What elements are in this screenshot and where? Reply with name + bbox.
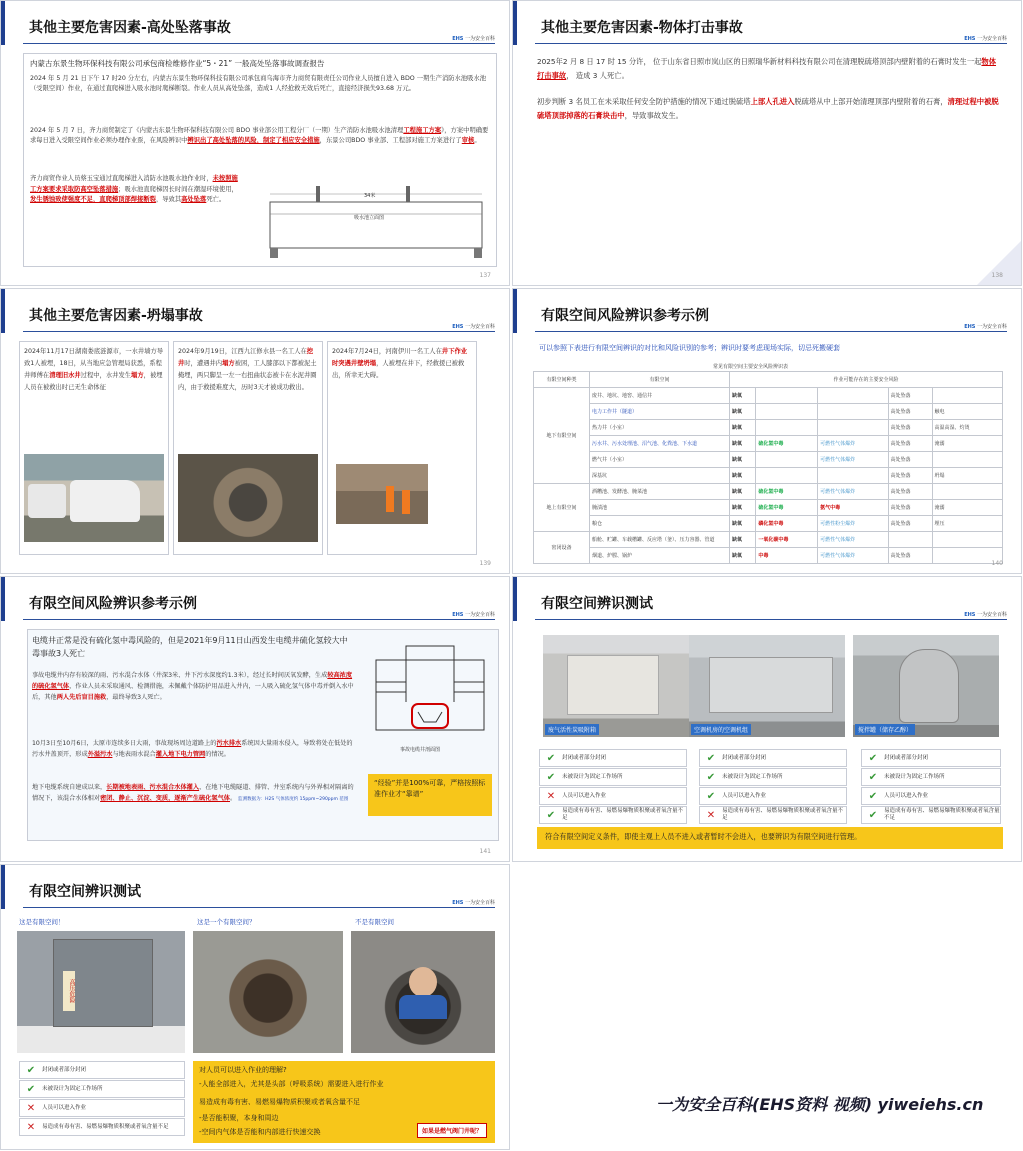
checklist-item [699,787,847,805]
explain-line: -人能全部进入，尤其是头部（呼吸系统）需要进入进行作业 [199,1080,384,1088]
cell-f: 高处坠落 [888,500,932,516]
cell-a: 缺氧 [730,468,756,484]
cell-n: 燃气井（小室） [590,452,730,468]
cell-a: 缺氧 [730,388,756,404]
page-number: 140 [991,560,1003,567]
cell-f: 高处坠落 [888,452,932,468]
checklist-text: 人员可以进入作业 [42,1104,87,1111]
table-row [534,468,1003,484]
table-row [534,404,1003,420]
slide-title: 其他主要危害因素-坍塌事故 [29,308,203,324]
cell-n: 船舱、贮罐、车载槽罐、反应塔（釜）、压力容器、管道 [590,532,730,548]
content-box [27,629,499,841]
table-row [534,516,1003,532]
title-divider [535,619,1007,620]
brand-logo: EHS 一为安全百科 [964,612,1007,618]
cell-g [932,532,1002,548]
cell-a: 缺氧 [730,420,756,436]
cell-g [932,388,1002,404]
check-icon: ✔ [868,771,878,783]
cell-f: 高处坠落 [888,388,932,404]
check-icon: ✔ [546,771,556,783]
brand-logo: EHS 一为安全百科 [452,900,495,906]
cell-d: 磷化氢中毒 [756,516,818,532]
question-1: 这是有限空间！ [19,918,65,926]
cross-icon: ✕ [546,790,556,802]
cell-d: 中毒 [756,548,818,564]
checklist-item [539,806,687,824]
slide-accent-bar [1,865,5,909]
cell-d: 一氧化碳中毒 [756,532,818,548]
case-text: 2024年11月17日湖南娄底涟源市，一水井墙方导致1人被埋，18日，从当地应急管理局获悉，系程井师傅在清理旧水井过程中，水井发生塌方，被埋人员在被救出时已无生命体征 [24,348,164,391]
cell-n: 热力井（小室） [590,420,730,436]
table-row [534,484,1003,500]
checklist-text: 易造成有毒有害、易燃易爆物质积聚或者氧含量不足 [884,808,1000,821]
cell-a: 缺氧 [730,532,756,548]
checklist-text: 封闭或者部分封闭 [884,754,929,761]
photo-air-handler [689,635,845,737]
explain-line: -空间内气体是否能和内部进行快速交换 [199,1128,321,1136]
case-text: 2024年9月19日，江西九江修水县一名工人在挖井时，遭遇井内塌方被困，工人膝部以下都被泥土掩埋，两只脚呈一左一右扭曲状态被卡在水泥井圈内，由于救援难度大，历时3天才被成功救出。 [178,348,317,391]
cell-e [818,420,888,436]
checklist-item [699,768,847,786]
brand-logo: EHS 一为安全百科 [964,324,1007,330]
col-header-type: 有限空间种类 [534,372,590,388]
photo-mixing-tank [853,635,999,737]
checklist-text: 易造成有毒有害、易燃易爆物质积聚或者氧含量不足 [722,808,844,821]
slide-accent-bar [513,577,517,621]
diagram-label: 吸水池立面图 [354,215,385,221]
cell-e [818,388,888,404]
check-icon: ✔ [26,1064,36,1076]
checklist-item [861,749,1001,767]
checklist-item [699,749,847,767]
page-number: 138 [991,272,1003,279]
checklist-text: 人员可以进入作业 [722,792,767,799]
cell-n: 腌渍池 [590,500,730,516]
table-caption: 常见有限空间主要安全风险辨识表 [713,364,789,370]
photo-switch-room-door [17,931,185,1053]
slide-title: 有限空间风险辨识参考示例 [541,308,709,324]
checklist-item [861,768,1001,786]
table-row [534,436,1003,452]
cell-n: 酒糟池、发酵池、腌菜池 [590,484,730,500]
diagram-dimension: 34米 [364,193,376,199]
checklist-text: 易造成有毒有害、易燃易爆物质积聚或者氧含量不足 [562,808,684,821]
group-cell: 地下有限空间 [534,388,590,484]
photo-valve-well [193,931,343,1053]
cell-g: 触电 [932,404,1002,420]
explain-line: 易造成有毒有害、易燃易爆物质积聚或者氧含量不足 [199,1098,360,1106]
check-icon: ✔ [546,752,556,764]
cell-a: 缺氧 [730,404,756,420]
cell-d: 硫化氢中毒 [756,436,818,452]
paragraph-1: 事故电缆井内存有较深的雨、污水混合水体（井深3米、井下污水深度约1.3米），经过长时间厌氧发酵，生成较高浓度的硫化氢气体，作业人员未采取通风、检测措施，未佩戴个体防护用品进入井内，一人吸入硫化氢气体中毒并倒入水中后，其他两人先后盲目施救，最终导致3人死亡。 [32,672,354,701]
page-number: 141 [479,848,491,855]
checklist-text: 人员可以进入作业 [884,792,929,799]
check-icon: ✔ [706,771,716,783]
cell-f: 高处坠落 [888,420,932,436]
cell-g [932,452,1002,468]
cell-d: 硫化氢中毒 [756,484,818,500]
slide-title: 其他主要危害因素-物体打击事故 [541,20,743,36]
cell-a: 缺氧 [730,516,756,532]
cell-n: 粮仓 [590,516,730,532]
report-title: 内蒙古东景生物环保科技有限公司承包商检维修作业“5・21” 一般高处坠落事故调查报告 [30,59,325,68]
case-text: 2024年7月24日，河南伊川一名工人在井下作业时突遇井壁坍塌，人被埋在井下，经救援已被救出，所幸无大碍。 [332,348,468,379]
slide-accent-bar [513,1,517,45]
slide-140 [512,288,1022,574]
cell-d [756,420,818,436]
title-divider [535,43,1007,44]
slide-title: 有限空间辨识测试 [541,596,653,612]
slide-title: 有限空间辨识测试 [29,884,141,900]
checklist-item [19,1080,185,1098]
col-header-space: 有限空间 [590,372,730,388]
cable-well-section-diagram [368,642,492,738]
photo-label: 空调机房的空调机组 [691,724,751,735]
cell-e: 可燃性气体爆炸 [818,532,888,548]
checklist-item [19,1099,185,1117]
check-icon: ✔ [868,790,878,802]
checklist-text: 封闭或者部分封闭 [562,754,607,761]
explain-heading: 对人员可以进入作业的理解? [199,1066,287,1074]
door-sign: 高压危险 [63,971,75,1011]
cell-f [888,532,932,548]
checklist-text: 未被设计为固定工作场所 [562,773,623,780]
risk-table [533,371,1003,564]
table-intro: 可以参照下表进行有限空间辨识的对比和风险识别的参考；辨识时要考虑现场实际，切忌死搬硬套 [539,344,840,352]
checklist-item [539,787,687,805]
check-icon: ✔ [868,809,878,821]
cell-d: 硫化氢中毒 [756,500,818,516]
checklist-item [19,1118,185,1136]
slide-accent-bar [1,289,5,333]
checklist-text: 人员可以进入作业 [562,792,607,799]
lead-text: 电缆井正常是没有硫化氢中毒风险的，但是2021年9月11日山西发生电缆井硫化氢较大中毒事故3人死亡 [32,636,348,658]
cell-g: 埋压 [932,516,1002,532]
cell-d [756,404,818,420]
photo-label: 搅拌罐（储存乙醇） [855,724,915,735]
cell-n: 污水井、污水处理池、沼气池、化粪池、下水道 [590,436,730,452]
cell-n: 深基坑 [590,468,730,484]
page-number: 139 [479,560,491,567]
cell-f: 高处坠落 [888,468,932,484]
cell-f: 高处坠落 [888,516,932,532]
paragraph-2: 2024 年 5 月 7 日，齐力商贸制定了《内蒙古东景生物环保科技有限公司 BDO 事业部公用工程分厂（一期）生产消防水池吸水池清理工程施工方案》，方案中明确要求每日进入受限空间作业必须办理作业票，在风险辨识中辨识出了高处坠落的风险，制定了相应安全措施，东景公司BDO 事业部、工程部对施工方案进行了审核。 [30,127,489,144]
group-cell: 地上有限空间 [534,484,590,532]
check-icon: ✔ [706,752,716,764]
slide-137 [0,0,510,286]
cell-g: 坍塌 [932,468,1002,484]
case-photo-well [178,454,318,542]
content-box [23,53,497,267]
slide-accent-bar [513,289,517,333]
slide-143 [0,864,510,1150]
table-row [534,388,1003,404]
cell-e: 可燃性粉尘爆炸 [818,516,888,532]
checklist-text: 易造成有毒有害、易燃易爆物质积聚或者氧含量不足 [42,1123,169,1130]
cell-a: 缺氧 [730,500,756,516]
check-icon: ✔ [546,809,556,821]
cell-n: 废井、地坑、地窖、通信井 [590,388,730,404]
checklist-item [861,787,1001,805]
quote-callout: “经验”并是100%可靠，严格按照标准作业才“靠谱” [368,774,492,816]
cell-a: 缺氧 [730,436,756,452]
brand-logo: EHS 一为安全百科 [452,612,495,618]
paragraph-1: 2024 年 5 月 21 日下午 17 时20 分左右，内蒙古东景生物环保科技有限公司承包商乌海市齐力商贸有限责任公司作业人员擅自进入 BDO 一期生产消防水池吸水池（受限空间）作业，在通过直爬梯进入吸水池时爬梯断裂。作业人员从高处坠落，造成1 人经抢救无效后死亡，直接经济损失93.68 万元。 [30,75,487,92]
checklist-item [539,768,687,786]
photo-label: 废气活性炭吸附箱 [545,724,599,735]
cross-icon: ✕ [26,1121,36,1133]
table-row [534,452,1003,468]
slide-139 [0,288,510,574]
gas-valve-question: 如果是燃气阀门井呢？ [417,1123,487,1138]
cell-d [756,468,818,484]
question-3: 不是有限空间 [355,918,394,926]
cell-a: 缺氧 [730,452,756,468]
check-icon: ✔ [706,790,716,802]
site-watermark: 一为安全百科(EHS资料 视频) yiweiehs.cn [656,1095,984,1114]
case-card-3 [327,341,477,555]
slide-title: 其他主要危害因素-高处坠落事故 [29,20,231,36]
slide-142 [512,576,1022,862]
conclusion-banner: 符合有限空间定义条件，即使主观上人员不进入或者暂时不会进入，也要辨识为有限空间进行管理。 [537,827,1003,849]
checklist-item [699,806,847,824]
cell-f: 高处坠落 [888,548,932,564]
cell-n: 电力工作井（隧道） [590,404,730,420]
cell-e: 可燃性气体爆炸 [818,484,888,500]
paragraph-1: 2025年2 月 8 日 17 时 15 分许， 位于山东省日照市岚山区的日照瑞华新材料科技有限公司在清理脱硫塔顶部内壁附着的石膏时发生一起物体打击事故， 造成 3 人死亡。 [537,57,997,80]
paragraph-3: 地下电缆系统自建成以来，长期被地表雨、污水混合水体灌入，在地下电缆隧道、排管、井室系统内与外界相对隔离的情况下，该混合水体相对密闭、静止、沉淀、变质，逐渐产生硫化氢气体。 监测数据为：H2S 气体浓度约 15ppm~290ppm 范围 [32,784,354,802]
checklist-item [539,749,687,767]
check-icon: ✔ [26,1083,36,1095]
title-divider [23,619,495,620]
case-photo-van [24,454,164,542]
cell-n: 烟道、炉膛、锅炉 [590,548,730,564]
slide-accent-bar [1,577,5,621]
explain-line: -是否能积聚，本身和周边 [199,1114,279,1122]
cell-g: 高温高湿、灼烫 [932,420,1002,436]
cell-f: 高处坠落 [888,404,932,420]
cell-a: 缺氧 [730,548,756,564]
case-card-2 [173,341,323,555]
cross-icon: ✕ [26,1102,36,1114]
checklist-item [861,806,1001,824]
cell-g [932,484,1002,500]
paragraph-3: 齐力商贸作业人员蔡玉宝通过直爬梯进入消防水池吸水池作业时，未按照施工方案要求采取防高空坠落措施；吸水池直爬梯因长时间在潮湿环境使用，发生锈蚀致使强度不足，直爬梯顶部焊接断裂，导致其高处坠落死亡。 [30,175,238,203]
cell-g: 淹溺 [932,436,1002,452]
slide-title: 有限空间风险辨识参考示例 [29,596,197,612]
cell-e: 可燃性气体爆炸 [818,436,888,452]
title-divider [23,331,495,332]
cell-a: 缺氧 [730,484,756,500]
brand-logo: EHS 一为安全百科 [452,36,495,42]
checklist-text: 未被设计为固定工作场所 [722,773,783,780]
cell-g: 淹溺 [932,500,1002,516]
brand-logo: EHS 一为安全百科 [964,36,1007,42]
cell-e: 可燃性气体爆炸 [818,548,888,564]
diagram-caption: 事故电缆井剖面图 [400,747,441,753]
title-divider [23,43,495,44]
photo-manhole-person [351,931,495,1053]
checklist-text: 封闭或者部分封闭 [722,754,767,761]
group-cell: 密闭设备 [534,532,590,564]
checklist-text: 未被设计为固定工作场所 [884,773,945,780]
cell-d [756,388,818,404]
slide-141 [0,576,510,862]
cell-f: 高处坠落 [888,484,932,500]
cell-f: 高处坠落 [888,436,932,452]
table-row [534,532,1003,548]
checklist-text: 封闭或者部分封闭 [42,1066,87,1073]
checklist-text: 未被设计为固定工作场所 [42,1085,103,1092]
cross-icon: ✕ [706,809,716,821]
cell-e: 可燃性气体爆炸 [818,452,888,468]
explanation-box [193,1061,495,1143]
pool-elevation-diagram [256,182,496,262]
table-row [534,500,1003,516]
table-row [534,548,1003,564]
checklist-item [19,1061,185,1079]
slide-138 [512,0,1022,286]
cell-e [818,404,888,420]
paragraph-2: 10月3日至10月6日，太原市连续多日大雨，事故现场周边道路上的污水排水系统因大量雨水侵入，导致将处在低处的污水井盖顶开，形成外溢污水与地表雨水混合灌入地下电力管网的情况。 [32,740,353,758]
cell-e: 氨气中毒 [818,500,888,516]
case-card-1 [19,341,169,555]
slide-accent-bar [1,1,5,45]
check-icon: ✔ [868,752,878,764]
question-2: 这是一个有限空间？ [197,918,256,926]
title-divider [23,907,495,908]
photo-carbon-adsorber [543,635,689,737]
page-number: 137 [479,272,491,279]
col-header-risks: 作业可能存在的主要安全风险 [730,372,1003,388]
brand-logo: EHS 一为安全百科 [452,324,495,330]
table-row [534,420,1003,436]
cell-d [756,452,818,468]
paragraph-2: 初步判断 3 名员工在未采取任何安全防护措施的情况下通过脱硫塔上部人孔进入脱硫塔从中上部开始清理顶部内壁附着的石膏，清理过程中被脱硫塔顶部掉落的石膏块击中，导致事故发生。 [537,97,999,120]
case-photo-rescue [336,464,428,524]
cell-e [818,468,888,484]
title-divider [535,331,1007,332]
